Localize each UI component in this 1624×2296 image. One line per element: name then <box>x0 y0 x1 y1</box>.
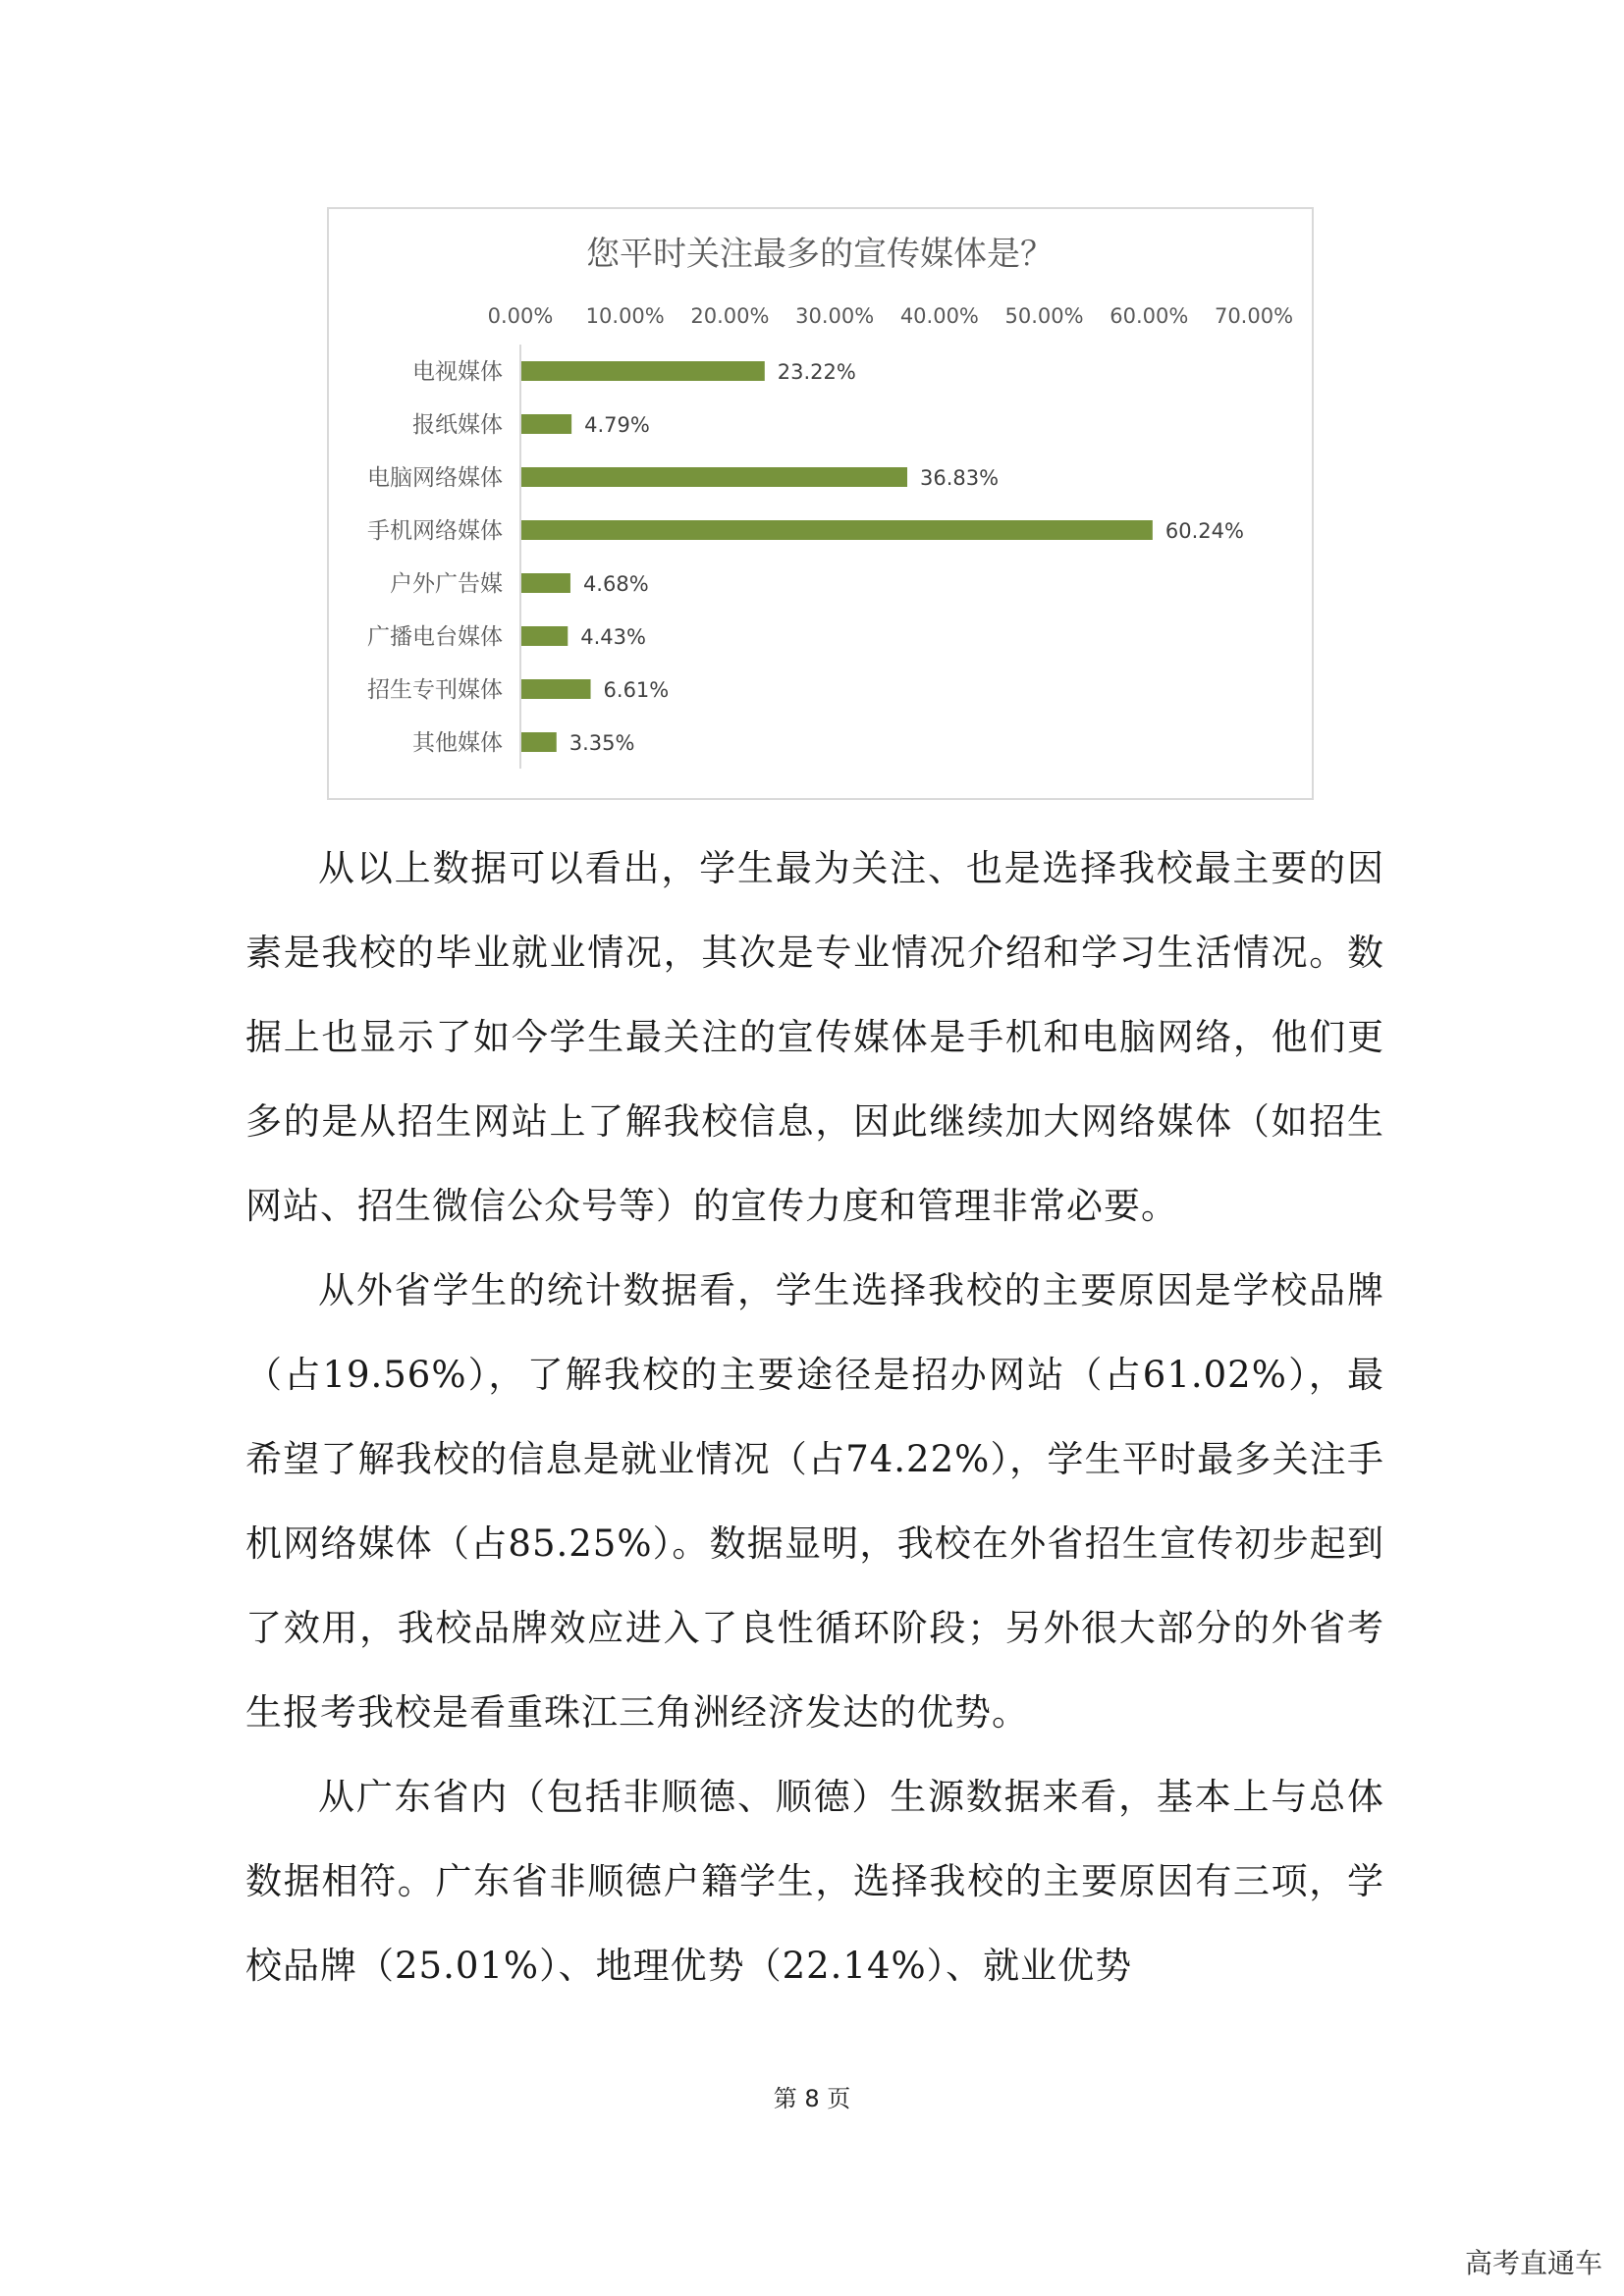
category-label: 报纸媒体 <box>412 412 503 438</box>
body-text <box>245 827 1384 2008</box>
x-tick-label: 40.00% <box>899 304 979 328</box>
data-label: 4.79% <box>584 413 650 437</box>
page-number: 第 8 页 <box>773 2085 851 2112</box>
x-tick-label: 50.00% <box>1004 304 1084 328</box>
x-tick-label: 10.00% <box>585 304 665 328</box>
bar <box>521 626 568 646</box>
bar <box>521 467 907 487</box>
watermark: 高考直通车 <box>1464 2247 1602 2279</box>
paragraph-3: 从广东省内（包括非顺德、顺德）生源数据来看，基本上与总体数据相符。广东省非顺德户籍学生，选择我校的主要原因有三项，学校品牌（25.01%）、地理优势（22.14%）、就业优势 <box>245 1776 1384 1987</box>
x-tick-label: 70.00% <box>1214 304 1294 328</box>
category-label: 其他媒体 <box>412 730 503 756</box>
data-label: 23.22% <box>777 360 856 384</box>
category-label: 电视媒体 <box>412 359 503 385</box>
bar <box>521 679 591 699</box>
chart-svg <box>329 209 1312 798</box>
paragraph-1: 从以上数据可以看出，学生最为关注、也是选择我校最主要的因素是我校的毕业就业情况，其次是专业情况介绍和学习生活情况。数据上也显示了如今学生最关注的宣传媒体是手机和电脑网络，他们更多的是从招生网站上了解我校信息，因此继续加大网络媒体（如招生网站、招生微信公众号等）的宣传力度和管理非常必要。 <box>245 847 1384 1227</box>
paragraph-2: 从外省学生的统计数据看，学生选择我校的主要原因是学校品牌（占19.56%），了解我校的主要途径是招办网站（占61.02%），最希望了解我校的信息是就业情况（占74.22%），学生平时最多关注手机网络媒体（占85.25%）。数据显明，我校在外省招生宣传初步起到了效用，我校品牌效应进入了良性循环阶段；另外很大部分的外省考生报考我校是看重珠江三角洲经济发达的优势。 <box>245 1269 1384 1734</box>
data-label: 36.83% <box>920 466 1000 490</box>
data-label: 4.43% <box>580 625 646 649</box>
bar <box>521 573 570 593</box>
x-tick-label: 30.00% <box>795 304 875 328</box>
data-label: 3.35% <box>568 731 635 755</box>
x-tick-label: 60.00% <box>1110 304 1189 328</box>
bar <box>521 732 557 752</box>
bar <box>521 361 765 381</box>
media-chart <box>327 207 1314 800</box>
x-tick-label: 0.00% <box>487 304 554 328</box>
bar <box>521 414 571 434</box>
x-tick-label: 20.00% <box>690 304 770 328</box>
category-label: 电脑网络媒体 <box>367 465 503 491</box>
data-label: 6.61% <box>603 678 670 702</box>
data-label: 60.24% <box>1164 519 1244 543</box>
chart-title: 您平时关注最多的宣传媒体是？ <box>586 235 1054 274</box>
data-label: 4.68% <box>582 572 649 596</box>
bar <box>521 520 1153 540</box>
category-label: 户外广告媒 <box>390 571 503 597</box>
category-label: 广播电台媒体 <box>367 624 503 650</box>
category-label: 手机网络媒体 <box>367 518 503 544</box>
category-label: 招生专刊媒体 <box>367 677 503 703</box>
